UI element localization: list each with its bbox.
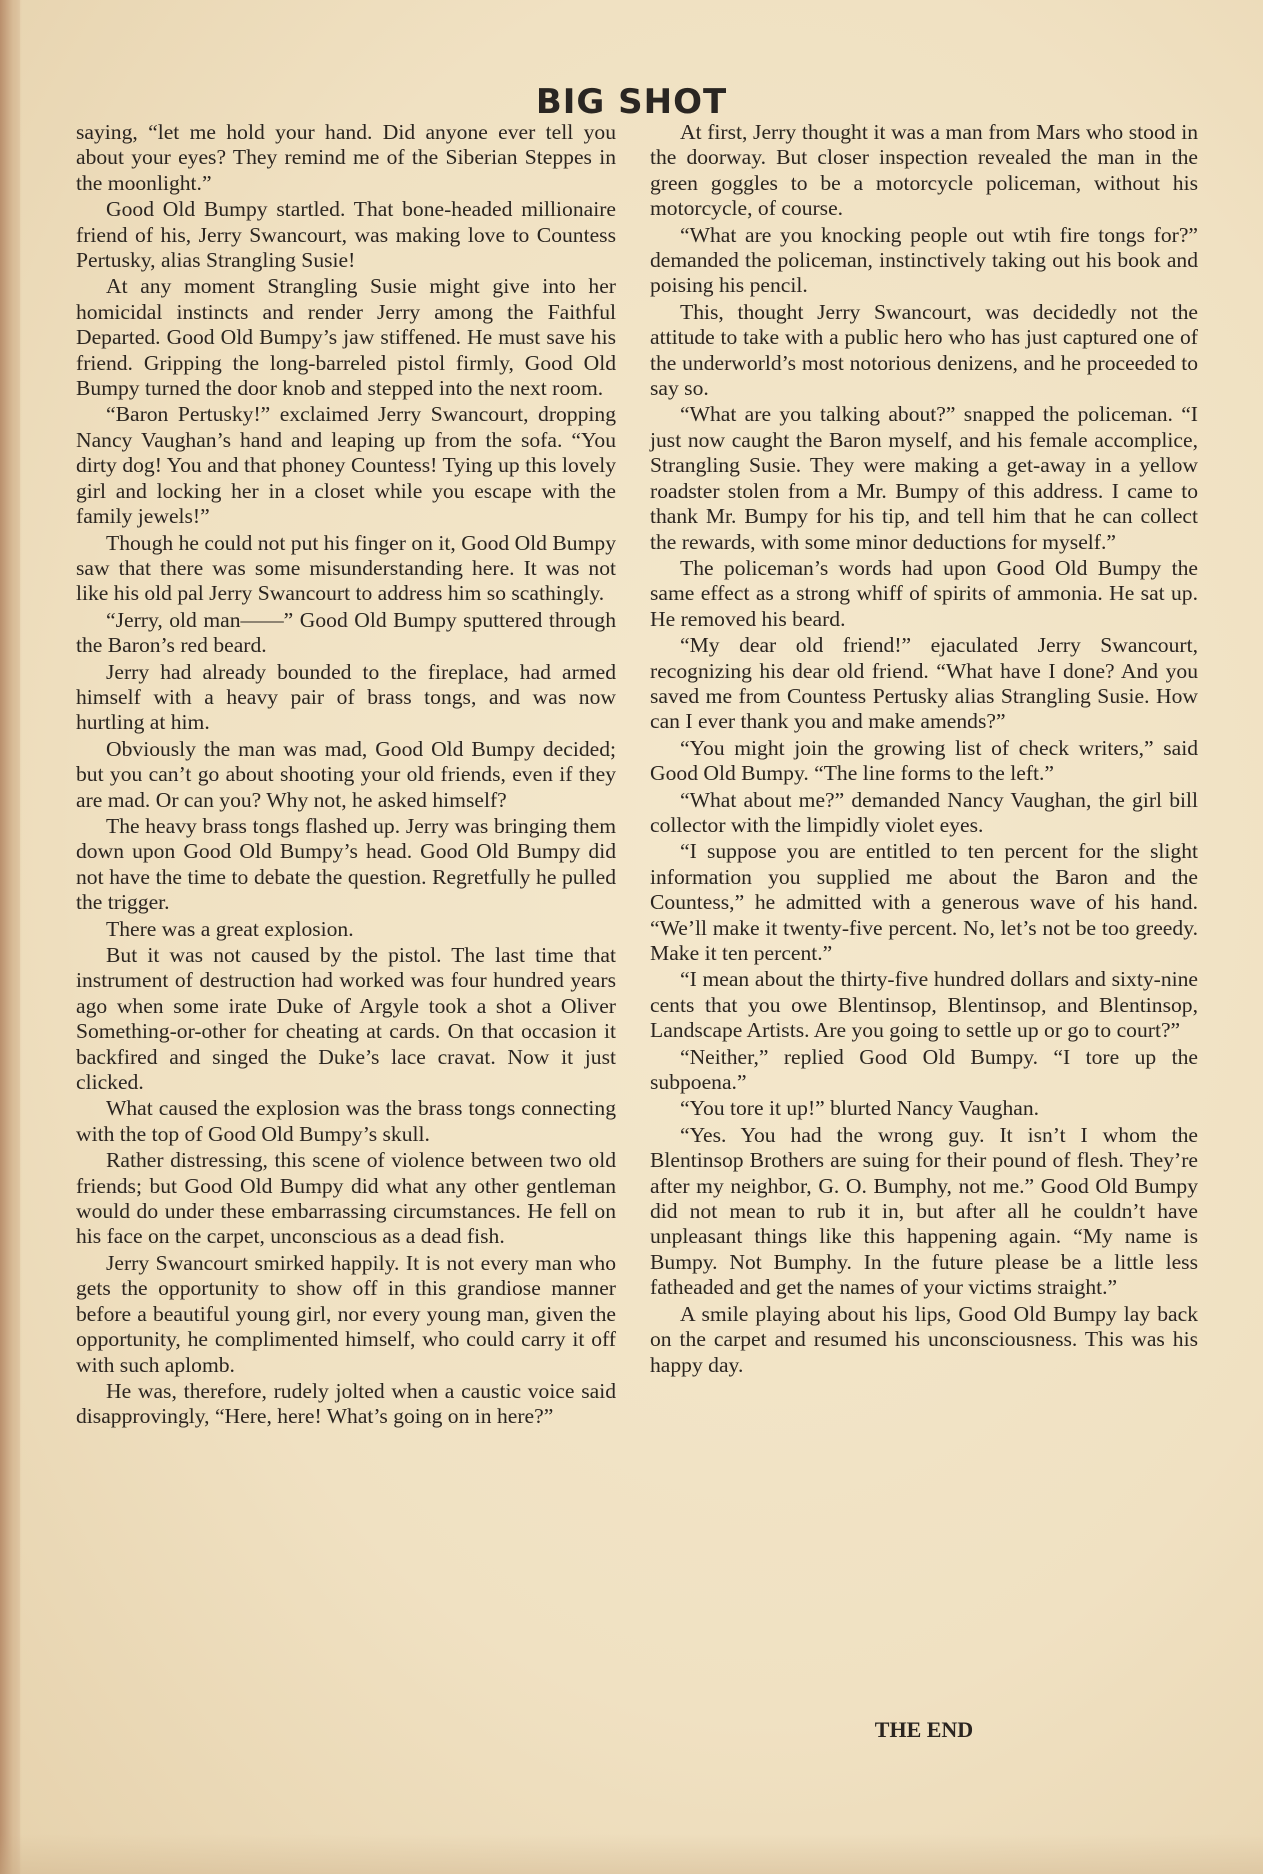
paragraph: Good Old Bumpy startled. That bone-headed millionaire friend of his, Jerry Swancourt, was making love to Countess Pertusky, alias Strangling Susie! xyxy=(76,197,616,273)
paragraph: At any moment Strangling Susie might give into her homicidal instincts and render Jerry among the Faithful Departed. Good Old Bumpy’s jaw stiffened. He must save his friend. Gripping the long-barreled pistol firmly, Good Old Bumpy turned the door knob and stepped into the next room. xyxy=(76,274,616,401)
paragraph: “You might join the growing list of check writers,” said Good Old Bumpy. “The line forms to the left.” xyxy=(650,735,1198,786)
paragraph: Rather distressing, this scene of violence between two old friends; but Good Old Bumpy did what any other gentleman would do under these embarrassing circumstances. He fell on his face on the carpet, unconscious as a dead fish. xyxy=(76,1148,616,1249)
paragraph: What caused the explosion was the brass tongs connecting with the top of Good Old Bumpy’s skull. xyxy=(76,1096,616,1146)
page-title: BIG SHOT xyxy=(535,82,728,122)
paragraph: But it was not caused by the pistol. The last time that instrument of destruction had worked was four hundred years ago when some irate Duke of Argyle took a shot a Oliver Something-or-other for cheating at cards. On that occasion it backfired and singed the Duke’s lace cravat. Now it just clicked. xyxy=(76,943,616,1095)
paragraph: “Yes. You had the wrong guy. It isn’t I whom the Blentinsop Brothers are suing for their pound of flesh. They’re after my neighbor, G. O. Bumphy, not me.” Good Old Bumpy did not mean to rub it in, but after all he couldn’t have unpleasant things like this happening again. “My name is Bumpy. Not Bumphy. In the future please be a little less fatheaded and get the names of your victims straight.” xyxy=(650,1122,1198,1300)
paragraph: There was a great explosion. xyxy=(106,916,354,941)
paragraph: The policeman’s words had upon Good Old Bumpy the same effect as a strong whiff of spirits of ammonia. He sat up. He removed his beard. xyxy=(650,555,1198,631)
paragraph: “What are you talking about?” snapped the policeman. “I just now caught the Baron myself, and his female accomplice, Strangling Susie. They were making a get-away in a yellow roadster stolen from a Mr. Bumpy of this address. I came to thank Mr. Bumpy for his tip, and tell him that he can collect the rewards, with some minor deductions for myself.” xyxy=(650,402,1198,554)
paragraph: “What are you knocking people out wtih fire tongs for?” demanded the policeman, instinctively taking out his book and poising his pencil. xyxy=(650,222,1198,298)
paragraph: Obviously the man was mad, Good Old Bumpy decided; but you can’t go about shooting your old friends, even if they are mad. Or can you? Why not, he asked himself? xyxy=(76,736,616,812)
paragraph: A smile playing about his lips, Good Old Bumpy lay back on the carpet and resumed his unconsciousness. This was his happy day. xyxy=(650,1301,1198,1377)
left-text-column xyxy=(76,120,616,1430)
paragraph: Jerry had already bounded to the fireplace, had armed himself with a heavy pair of brass tongs, and was now hurtling at him. xyxy=(76,659,616,735)
paragraph: Jerry Swancourt smirked happily. It is not every man who gets the opportunity to show off in this grandiose manner before a beautiful young girl, nor every young man, given the opportunity, he complimented himself, who could carry it off with such aplomb. xyxy=(76,1250,616,1377)
paragraph: “Baron Pertusky!” exclaimed Jerry Swancourt, dropping Nancy Vaughan’s hand and leaping up from the sofa. “You dirty dog! You and that phoney Countess! Tying up this lovely girl and locking her in a closet while you escape with the family jewels!” xyxy=(76,402,616,529)
paragraph: The heavy brass tongs flashed up. Jerry was bringing them down upon Good Old Bumpy’s head. Good Old Bumpy did not have the time to debate the question. Regretfully he pulled the trigger. xyxy=(76,813,616,915)
binding-edge xyxy=(0,0,22,1874)
paragraph: He was, therefore, rudely jolted when a caustic voice said disapprovingly, “Here, here! What’s going on in here?” xyxy=(76,1378,616,1429)
paragraph: “I mean about the thirty-five hundred dollars and sixty-nine cents that you owe Blentinsop, Blentinsop, and Blentinsop, Landscape Artists. Are you going to settle up or go to court?” xyxy=(650,967,1198,1043)
paragraph: “What about me?” demanded Nancy Vaughan, the girl bill collector with the limpidly violet eyes. xyxy=(650,787,1198,837)
paragraph: This, thought Jerry Swancourt, was decidedly not the attitude to take with a public hero who has just captured one of the underworld’s most notorious denizens, and he proceeded to say so. xyxy=(650,299,1198,401)
the-end-label: THE END xyxy=(874,1717,974,1742)
right-text-column xyxy=(650,120,1198,1378)
paragraph: At first, Jerry thought it was a man from Mars who stood in the doorway. But closer inspection revealed the man in the green goggles to be a motorcycle policeman, without his motorcycle, of course. xyxy=(650,120,1198,221)
paragraph: “Neither,” replied Good Old Bumpy. “I tore up the subpoena.” xyxy=(650,1044,1198,1095)
paragraph: Though he could not put his finger on it, Good Old Bumpy saw that there was some misunderstanding here. It was not like his old pal Jerry Swancourt to address him so scathingly. xyxy=(76,530,616,606)
paragraph: “You tore it up!” blurted Nancy Vaughan. xyxy=(680,1096,1040,1121)
paragraph: “My dear old friend!” ejaculated Jerry Swancourt, recognizing his dear old friend. “What have I done? And you saved me from Countess Pertusky alias Strangling Susie. How can I ever thank you and make amends?” xyxy=(650,633,1198,734)
page-bottom-edge xyxy=(0,1834,1263,1874)
paragraph: “Jerry, old man——” Good Old Bumpy sputtered through the Baron’s red beard. xyxy=(76,607,616,658)
paragraph: saying, “let me hold your hand. Did anyone ever tell you about your eyes? They remind me of the Siberian Steppes in the moonlight.” xyxy=(76,120,616,195)
paragraph: “I suppose you are entitled to ten percent for the slight information you supplied me about the Baron and the Countess,” he admitted with a generous wave of his hand. “We’ll make it twenty-five percent. No, let’s not be too greedy. Make it ten percent.” xyxy=(650,839,1198,965)
